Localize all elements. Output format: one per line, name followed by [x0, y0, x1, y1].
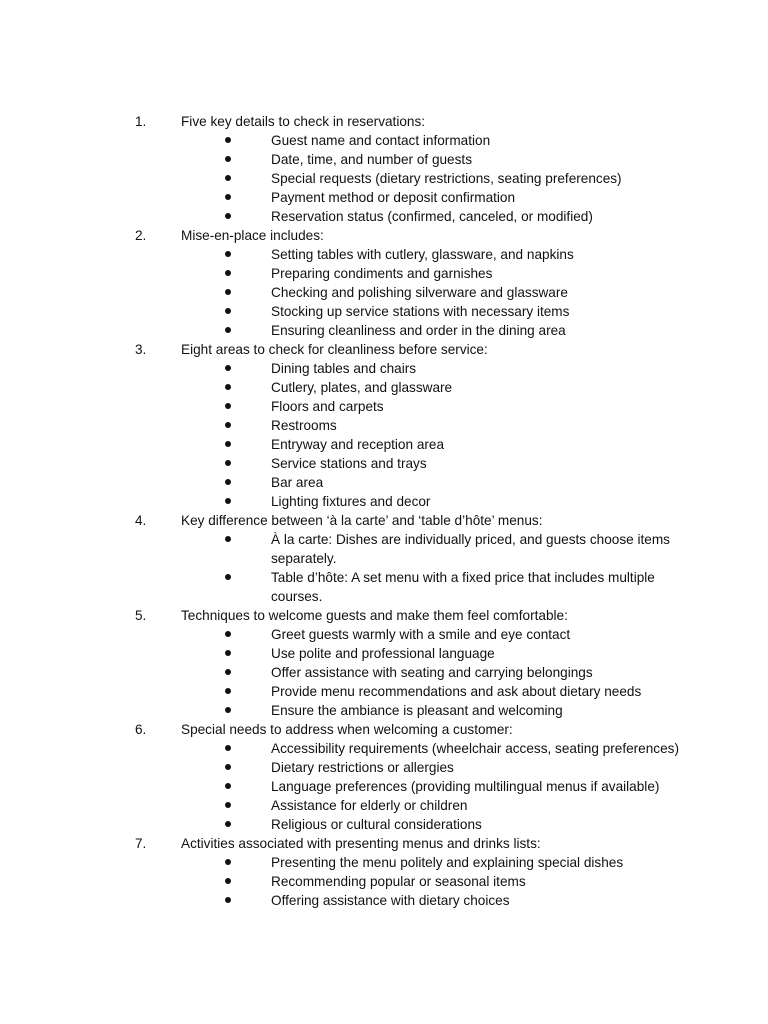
list-item: [0, 340, 768, 511]
list-item-heading: Eight areas to check for cleanliness before service:: [181, 342, 488, 357]
bullet-text: Use polite and professional language: [271, 646, 495, 661]
list-item-header: [0, 511, 768, 530]
list-item: [0, 606, 768, 720]
bullet-text: Offering assistance with dietary choices: [271, 893, 510, 908]
bullet-dot-icon: [225, 878, 231, 884]
bullet-text: Table d’hôte: A set menu with a fixed price that includes multiple courses.: [271, 570, 655, 604]
bullet-item: [0, 454, 768, 473]
list-item-heading: Mise-en-place includes:: [181, 228, 324, 243]
bullet-item: [0, 473, 768, 492]
bullet-dot-icon: [225, 688, 231, 694]
bullet-item: [0, 625, 768, 644]
list-item: [0, 720, 768, 834]
list-item-header: [0, 834, 768, 853]
bullet-dot-icon: [225, 289, 231, 295]
bullet-item: [0, 758, 768, 777]
bullet-list: [0, 625, 768, 720]
bullet-item: [0, 397, 768, 416]
bullet-dot-icon: [225, 403, 231, 409]
list-item-header: [0, 112, 768, 131]
bullet-dot-icon: [225, 574, 231, 580]
list-item-number: 7.: [135, 836, 147, 851]
bullet-dot-icon: [225, 327, 231, 333]
list-item-number: 6.: [135, 722, 147, 737]
list-item-heading: Special needs to address when welcoming a customer:: [181, 722, 513, 737]
bullet-dot-icon: [225, 802, 231, 808]
bullet-item: [0, 815, 768, 834]
bullet-dot-icon: [225, 764, 231, 770]
list-item-heading: Techniques to welcome guests and make them feel comfortable:: [181, 608, 568, 623]
bullet-item: [0, 131, 768, 150]
bullet-item: [0, 492, 768, 511]
bullet-item: [0, 701, 768, 720]
bullet-text: Payment method or deposit confirmation: [271, 190, 516, 205]
bullet-dot-icon: [225, 137, 231, 143]
bullet-text: Offer assistance with seating and carrying belongings: [271, 665, 593, 680]
bullet-dot-icon: [225, 156, 231, 162]
bullet-dot-icon: [225, 270, 231, 276]
bullet-item: [0, 169, 768, 188]
bullet-dot-icon: [225, 707, 231, 713]
bullet-dot-icon: [225, 441, 231, 447]
bullet-text: Floors and carpets: [271, 399, 384, 414]
bullet-item: [0, 264, 768, 283]
bullet-text: Date, time, and number of guests: [271, 152, 472, 167]
bullet-dot-icon: [225, 479, 231, 485]
bullet-item: [0, 682, 768, 701]
bullet-text: Language preferences (providing multilingual menus if available): [271, 779, 660, 794]
bullet-dot-icon: [225, 821, 231, 827]
list-item-number: 4.: [135, 513, 147, 528]
bullet-text: Checking and polishing silverware and glassware: [271, 285, 568, 300]
bullet-dot-icon: [225, 308, 231, 314]
bullet-dot-icon: [225, 384, 231, 390]
bullet-item: [0, 739, 768, 758]
bullet-list: [0, 131, 768, 226]
list-item: [0, 511, 768, 606]
bullet-item: [0, 283, 768, 302]
list-item-heading: Five key details to check in reservations:: [181, 114, 426, 129]
bullet-text: Accessibility requirements (wheelchair access, seating preferences): [271, 741, 679, 756]
bullet-text: Reservation status (confirmed, canceled, or modified): [271, 209, 593, 224]
bullet-item: [0, 321, 768, 340]
bullet-item: [0, 891, 768, 910]
list-item: [0, 226, 768, 340]
bullet-dot-icon: [225, 859, 231, 865]
list-item-number: 1.: [135, 114, 147, 129]
bullet-text: Restrooms: [271, 418, 337, 433]
bullet-dot-icon: [225, 422, 231, 428]
list-item: [0, 112, 768, 226]
bullet-dot-icon: [225, 536, 231, 542]
list-item-heading: Key difference between ‘à la carte’ and ‘table d’hôte’ menus:: [181, 513, 543, 528]
bullet-text: Ensure the ambiance is pleasant and welcoming: [271, 703, 563, 718]
bullet-text: Preparing condiments and garnishes: [271, 266, 493, 281]
bullet-list: [0, 245, 768, 340]
bullet-text: Dietary restrictions or allergies: [271, 760, 454, 775]
list-item: [0, 834, 768, 910]
list-item-header: [0, 720, 768, 739]
bullet-item: [0, 568, 768, 606]
bullet-item: [0, 207, 768, 226]
list-item-header: [0, 226, 768, 245]
bullet-dot-icon: [225, 251, 231, 257]
bullet-text: Cutlery, plates, and glassware: [271, 380, 453, 395]
bullet-text: À la carte: Dishes are individually priced, and guests choose items separately.: [271, 532, 670, 566]
bullet-list: [0, 739, 768, 834]
bullet-list: [0, 853, 768, 910]
bullet-item: [0, 378, 768, 397]
list-item-heading: Activities associated with presenting menus and drinks lists:: [181, 836, 541, 851]
bullet-text: Entryway and reception area: [271, 437, 445, 452]
bullet-dot-icon: [225, 365, 231, 371]
bullet-item: [0, 872, 768, 891]
bullet-list: [0, 359, 768, 511]
bullet-dot-icon: [225, 194, 231, 200]
bullet-text: Lighting fixtures and decor: [271, 494, 431, 509]
bullet-dot-icon: [225, 213, 231, 219]
bullet-text: Stocking up service stations with necessary items: [271, 304, 570, 319]
bullet-text: Special requests (dietary restrictions, seating preferences): [271, 171, 622, 186]
bullet-list: [0, 530, 768, 606]
bullet-dot-icon: [225, 745, 231, 751]
bullet-dot-icon: [225, 175, 231, 181]
bullet-text: Presenting the menu politely and explaining special dishes: [271, 855, 624, 870]
bullet-text: Assistance for elderly or children: [271, 798, 468, 813]
list-item-header: [0, 606, 768, 625]
bullet-item: [0, 359, 768, 378]
bullet-dot-icon: [225, 783, 231, 789]
bullet-item: [0, 435, 768, 454]
bullet-item: [0, 530, 768, 568]
bullet-item: [0, 188, 768, 207]
bullet-dot-icon: [225, 498, 231, 504]
bullet-text: Religious or cultural considerations: [271, 817, 482, 832]
bullet-dot-icon: [225, 669, 231, 675]
bullet-text: Recommending popular or seasonal items: [271, 874, 526, 889]
bullet-item: [0, 416, 768, 435]
bullet-dot-icon: [225, 650, 231, 656]
bullet-text: Ensuring cleanliness and order in the dining area: [271, 323, 566, 338]
list-item-number: 5.: [135, 608, 147, 623]
bullet-item: [0, 777, 768, 796]
bullet-dot-icon: [225, 460, 231, 466]
bullet-item: [0, 245, 768, 264]
bullet-text: Guest name and contact information: [271, 133, 491, 148]
bullet-text: Service stations and trays: [271, 456, 427, 471]
bullet-item: [0, 853, 768, 872]
bullet-dot-icon: [225, 631, 231, 637]
bullet-text: Dining tables and chairs: [271, 361, 417, 376]
bullet-text: Bar area: [271, 475, 324, 490]
list-item-header: [0, 340, 768, 359]
list-item-number: 3.: [135, 342, 147, 357]
bullet-item: [0, 644, 768, 663]
bullet-text: Setting tables with cutlery, glassware, and napkins: [271, 247, 574, 262]
bullet-item: [0, 302, 768, 321]
bullet-text: Greet guests warmly with a smile and eye contact: [271, 627, 571, 642]
bullet-dot-icon: [225, 897, 231, 903]
numbered-list: [0, 112, 768, 910]
bullet-item: [0, 796, 768, 815]
bullet-text: Provide menu recommendations and ask about dietary needs: [271, 684, 642, 699]
bullet-item: [0, 663, 768, 682]
bullet-item: [0, 150, 768, 169]
list-item-number: 2.: [135, 228, 147, 243]
